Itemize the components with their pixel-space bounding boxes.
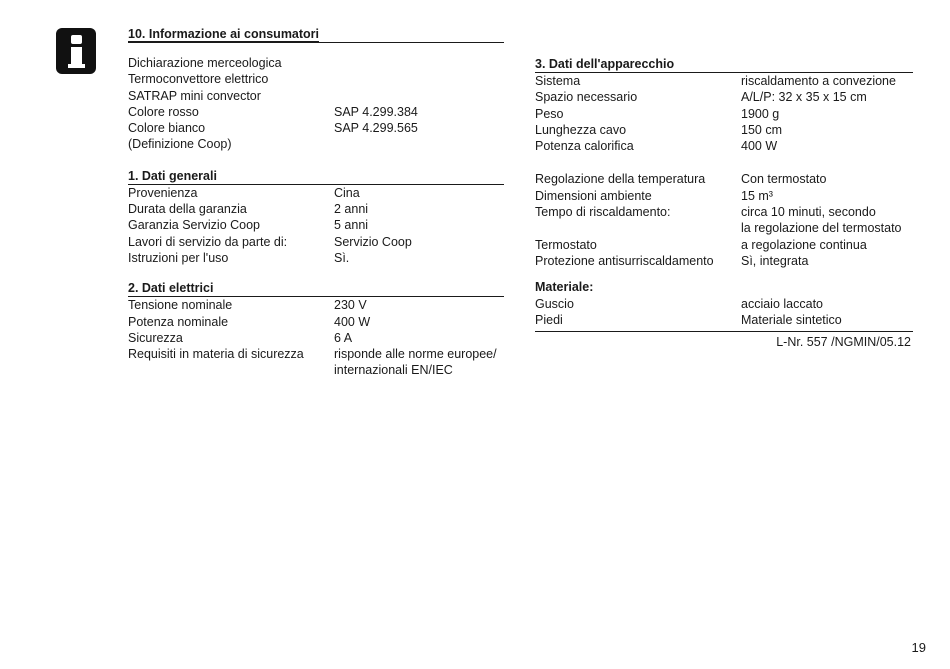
spec-key: [128, 362, 334, 378]
spec-row: [128, 346, 504, 362]
spec-key: Lavori di servizio da parte di:: [128, 234, 288, 249]
spec-key: Istruzioni per l'uso: [128, 250, 229, 265]
spec-row: [128, 217, 504, 233]
spec-row: [128, 234, 504, 250]
spec-key: [535, 220, 741, 236]
spec-row: [535, 89, 913, 105]
spec-value: 150 cm: [741, 122, 782, 137]
spec-key: Durata della garanzia: [128, 202, 247, 217]
spec-value: SAP 4.299.565: [334, 121, 418, 136]
info-icon: [56, 28, 96, 74]
spec-value: 1900 g: [741, 106, 780, 121]
spec-row: [535, 296, 913, 312]
spec-key: Tempo di riscaldamento:: [535, 205, 671, 220]
spec-key: Sistema: [535, 74, 581, 88]
spec-value: A/L/P: 32 x 35 x 15 cm: [741, 90, 867, 105]
spec-value: acciaio laccato: [741, 296, 823, 311]
spec-row: [128, 104, 504, 120]
spec-row: [535, 237, 913, 253]
spec-row: [535, 138, 913, 154]
spec-key: Protezione antisurriscaldamento: [535, 253, 714, 268]
spec-value: Sì.: [334, 250, 350, 265]
spec-key: Guscio: [535, 296, 574, 311]
intro-line: SATRAP mini convector: [128, 88, 261, 103]
section-2-title: 2. Dati elettrici: [128, 281, 214, 296]
spec-row: [128, 201, 504, 217]
spec-key: Garanzia Servizio Coop: [128, 218, 261, 233]
spec-row: [535, 122, 913, 138]
section-1-title: 1. Dati generali: [128, 168, 217, 183]
spec-value: la regolazione del termostato: [741, 221, 902, 236]
spec-key: Termostato: [535, 237, 597, 252]
spec-key: Requisiti in materia di sicurezza: [128, 347, 304, 362]
spec-row: [535, 253, 913, 269]
section-2-heading: [128, 280, 504, 297]
intro-line: Dichiarazione merceologica: [128, 56, 282, 70]
spec-value: risponde alle norme europee/: [334, 347, 497, 362]
spec-key: Provenienza: [128, 185, 198, 200]
spec-row: [128, 120, 504, 136]
intro-line: Termoconvettore elettrico: [128, 72, 269, 87]
spec-value: internazionali EN/IEC: [334, 363, 453, 378]
spec-key: Colore rosso: [128, 104, 199, 119]
spec-row: [128, 297, 504, 313]
spec-value: 15 m³: [741, 188, 773, 203]
spec-key: Piedi: [535, 312, 563, 327]
spec-value: 2 anni: [334, 202, 369, 217]
spec-value: SAP 4.299.384: [334, 104, 418, 119]
spec-row: [128, 362, 504, 378]
spec-value: Con termostato: [741, 172, 827, 187]
spec-key: Regolazione della temperatura: [535, 172, 706, 187]
spec-key: Dimensioni ambiente: [535, 188, 652, 203]
section-10-title: 10. Informazione ai consumatori: [128, 27, 320, 41]
divider: [535, 331, 913, 332]
section-1-heading: [128, 168, 504, 185]
spec-row: [535, 73, 913, 89]
spec-row: [535, 106, 913, 122]
spec-key: Lunghezza cavo: [535, 122, 627, 137]
spec-key: Potenza calorifica: [535, 139, 634, 154]
spec-value: Servizio Coop: [334, 234, 412, 249]
spec-value: a regolazione continua: [741, 237, 867, 252]
spec-value: Cina: [334, 185, 360, 200]
spec-key: Colore bianco: [128, 121, 206, 136]
section-3-heading: [535, 56, 913, 73]
material-title: Materiale:: [535, 280, 594, 295]
section-3-title: 3. Dati dell'apparecchio: [535, 57, 675, 71]
spec-row: [535, 312, 913, 328]
spec-value: Materiale sintetico: [741, 312, 842, 327]
reference-number: L-Nr. 557 /NGMIN/05.12: [776, 335, 911, 350]
page-number: 19: [911, 640, 926, 655]
spec-key: Peso: [535, 106, 564, 121]
spec-value: 5 anni: [334, 218, 369, 233]
spec-value: 400 W: [741, 139, 778, 154]
spec-value: 400 W: [334, 314, 371, 329]
spec-row: [128, 330, 504, 346]
spec-value: 6 A: [334, 330, 353, 345]
spec-value: circa 10 minuti, secondo: [741, 205, 876, 220]
spec-key: Potenza nominale: [128, 314, 229, 329]
spec-row: [128, 314, 504, 330]
spec-row: [535, 204, 913, 220]
spec-row: [128, 250, 504, 266]
spec-value: riscaldamento a convezione: [741, 74, 896, 88]
left-column: [128, 26, 504, 379]
right-column: [535, 56, 913, 350]
spec-key: Spazio necessario: [535, 90, 638, 105]
spec-row: [535, 171, 913, 187]
spec-value: 230 V: [334, 298, 367, 313]
section-10-heading: [128, 26, 504, 43]
spec-key: Sicurezza: [128, 330, 183, 345]
definition-note: (Definizione Coop): [128, 137, 232, 152]
spec-key: Tensione nominale: [128, 298, 233, 313]
spec-row: [128, 185, 504, 201]
spec-row: [535, 220, 913, 236]
spec-row: [535, 188, 913, 204]
spec-value: Sì, integrata: [741, 253, 809, 268]
